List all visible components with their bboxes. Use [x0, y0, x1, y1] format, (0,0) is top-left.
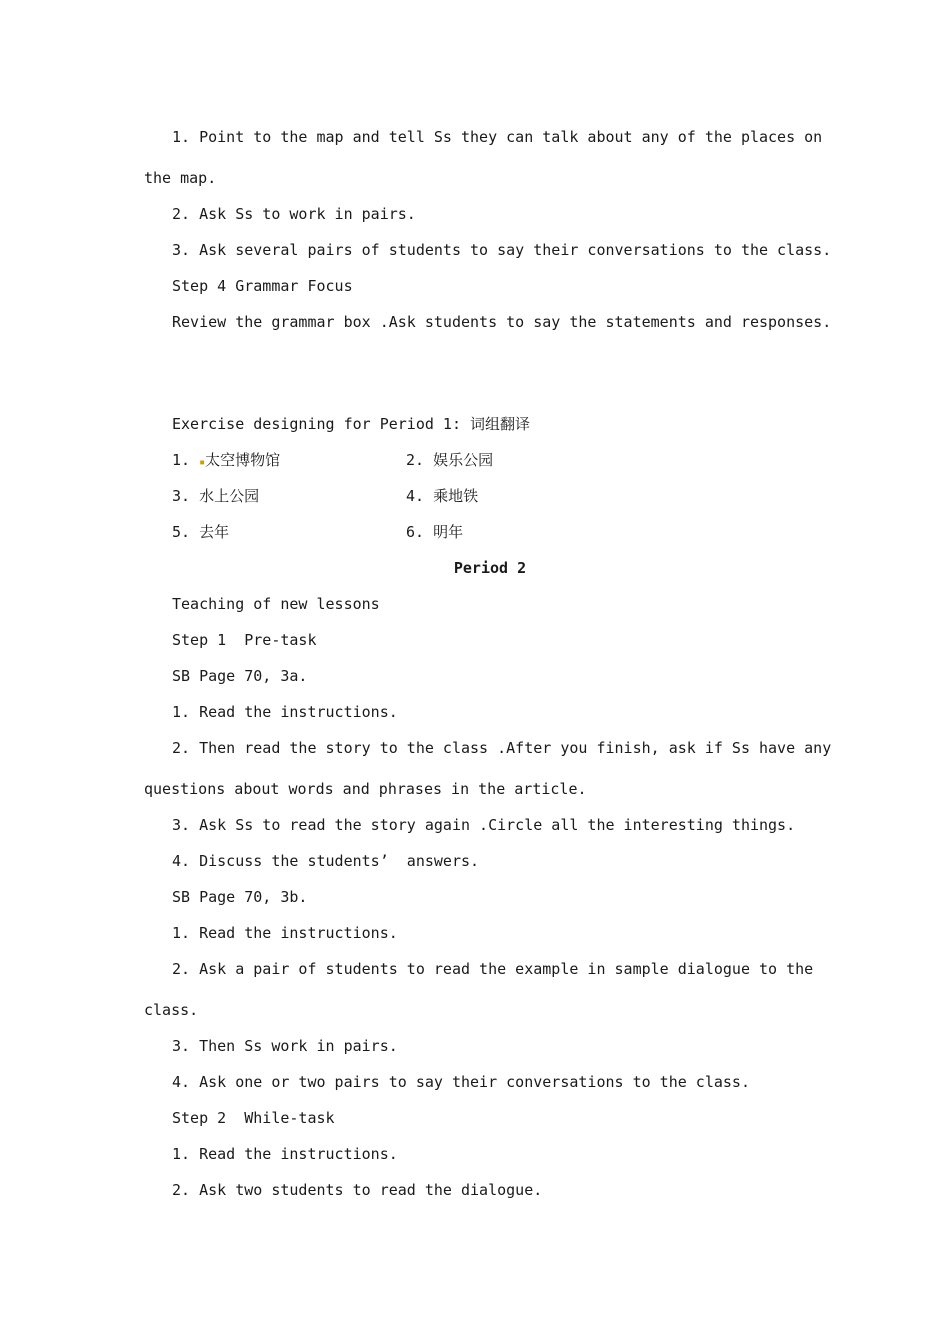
step-heading: Step 4 Grammar Focus [172, 277, 353, 295]
instruction-line: 1. Point to the map and tell Ss they can talk about any of the places on [172, 128, 823, 146]
instruction-line: Review the grammar box .Ask students to say the statements and responses. [172, 313, 832, 331]
page-reference: SB Page 70, 3a. [172, 667, 308, 685]
exercise-item-6: 6. 明年 [406, 523, 464, 541]
period-heading: Period 2 [453, 559, 527, 577]
instruction-line: 1. Read the instructions. [172, 703, 398, 721]
step-heading: Step 1 Pre-task [172, 631, 317, 649]
instruction-line: 1. Read the instructions. [172, 1145, 398, 1163]
exercise-item-4: 4. 乘地铁 [406, 487, 479, 505]
instruction-line: 4. Ask one or two pairs to say their conversations to the class. [172, 1073, 750, 1091]
page-reference: SB Page 70, 3b. [172, 888, 308, 906]
instruction-line: 4. Discuss the students’ answers. [172, 852, 480, 870]
exercise-heading: Exercise designing for Period 1: 词组翻译 [172, 415, 531, 433]
step-heading: Step 2 While-task [172, 1109, 335, 1127]
instruction-line: 2. Then read the story to the class .After you finish, ask if Ss have any [172, 739, 832, 757]
exercise-item-1: 1. ▪太空博物馆 [172, 451, 281, 469]
exercise-item-2: 2. 娱乐公园 [406, 451, 494, 469]
instruction-line-continued: the map. [144, 169, 217, 187]
instruction-line: 2. Ask a pair of students to read the example in sample dialogue to the [172, 960, 814, 978]
exercise-item-3: 3. 水上公园 [172, 487, 260, 505]
instruction-line: 2. Ask two students to read the dialogue. [172, 1181, 543, 1199]
instruction-line: 3. Ask Ss to read the story again .Circle all the interesting things. [172, 816, 796, 834]
instruction-line: 3. Then Ss work in pairs. [172, 1037, 398, 1055]
instruction-line: 3. Ask several pairs of students to say their conversations to the class. [172, 241, 832, 259]
section-heading: Teaching of new lessons [172, 595, 380, 613]
instruction-line-continued: class. [144, 1001, 199, 1019]
exercise-item-5: 5. 去年 [172, 523, 230, 541]
bullet-mark-icon: ▪ [199, 457, 206, 468]
instruction-line: 1. Read the instructions. [172, 924, 398, 942]
instruction-line: 2. Ask Ss to work in pairs. [172, 205, 416, 223]
instruction-line-continued: questions about words and phrases in the article. [144, 780, 587, 798]
